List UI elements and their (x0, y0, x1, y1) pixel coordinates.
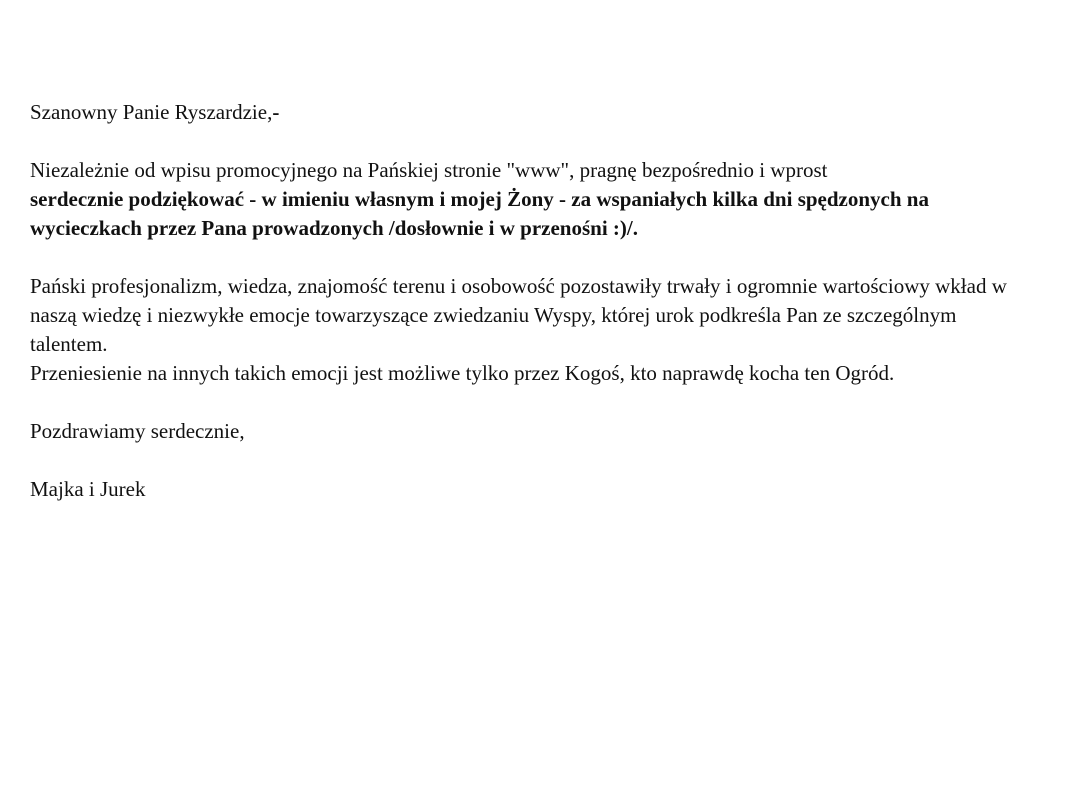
salutation-text: Szanowny Panie Ryszardzie, (30, 100, 273, 124)
paragraph-thanks-bold: serdecznie podziękować - w imieniu własnym i mojej Żony - za wspaniałych kilka dni spędzonych na wycieczkach przez Pana prowadzonych /dosłownie i w przenośni :)/. (30, 187, 929, 240)
salutation-dash: - (272, 100, 280, 124)
paragraph-gap (30, 446, 1030, 475)
paragraph-thanks (30, 156, 1030, 243)
paragraph-emotions: Przeniesienie na innych takich emocji jest możliwe tylko przez Kogoś, kto naprawdę kocha ten Ogród. (30, 361, 895, 385)
signature: Majka i Jurek (30, 477, 146, 501)
paragraph-praise: Pański profesjonalizm, wiedza, znajomość terenu i osobowość pozostawiły trwały i ogromnie wartościowy wkład w naszą wiedzę i niezwykłe emocje towarzyszące zwiedzaniu Wyspy, której urok podkreśla Pan ze szczególnym talentem. (30, 274, 1007, 356)
closing: Pozdrawiamy serdecznie, (30, 419, 245, 443)
paragraph-thanks-intro: Niezależnie od wpisu promocyjnego na Pańskiej stronie "www", pragnę bezpośrednio i wprost (30, 158, 828, 182)
salutation (30, 98, 1030, 127)
paragraph-gap (30, 127, 1030, 156)
letter-body (30, 98, 1030, 504)
paragraph-gap (30, 388, 1030, 417)
paragraph-gap (30, 243, 1030, 272)
